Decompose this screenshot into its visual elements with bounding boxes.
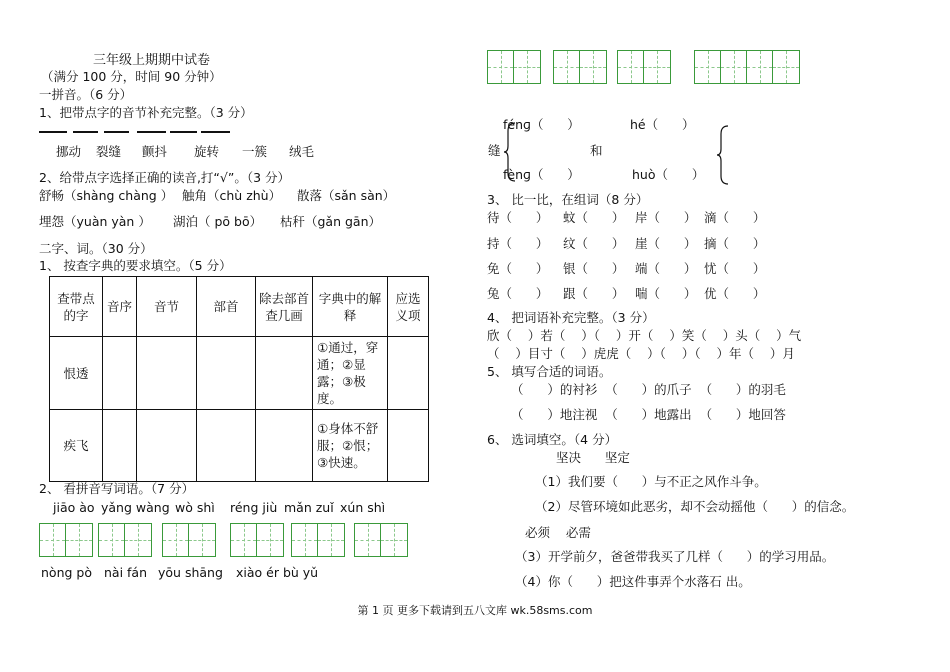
table-cell-blank[interactable] [388,410,429,482]
table-row [50,337,429,410]
pinyin-item: nài fán [104,565,148,580]
pinyin-item: nòng pò [41,565,92,580]
q4-title: 4、 把词语补充完整。（3 分） [487,310,655,325]
table-header: 除去部首查几画 [256,277,313,337]
left-brace-icon [716,124,730,186]
word-item: 颤抖 [142,144,168,159]
fill-sentence[interactable]: （4）你（ ）把这件事弄个水落石 出。 [515,574,751,589]
idiom-row[interactable]: 欣（ ）若（ ）（ ）开（ ）笑（ ）头（ ）气 [487,328,802,343]
answer-line[interactable] [73,131,98,133]
compare-item[interactable]: 持（ ） [487,236,549,251]
answer-line[interactable] [104,131,129,133]
table-cell-explanation: ①身体不舒服；②恨；③快速。 [313,410,388,482]
table-header: 查带点的字 [50,277,103,337]
compare-item[interactable]: 喘（ ） [635,286,697,301]
word-item: 一簇 [242,144,268,159]
table-cell-blank[interactable] [256,337,313,410]
table-header: 字典中的解释 [313,277,388,337]
writing-box[interactable] [291,523,345,557]
word-item: 裂缝 [96,144,122,159]
table-header: 应选义项 [388,277,429,337]
section2-q2-title: 2、 看拼音写词语。（7 分） [39,481,195,496]
compare-item[interactable]: 滴（ ） [704,210,766,225]
pinyin-item: mǎn zuǐ [284,500,334,515]
exam-subtitle: （满分 100 分，时间 90 分钟） [41,69,222,84]
table-cell-blank[interactable] [388,337,429,410]
table-cell-blank[interactable] [103,337,137,410]
compare-item[interactable]: 免（ ） [487,261,549,276]
writing-box[interactable] [487,50,541,84]
word-choice-pair: 坚决 坚定 [556,450,630,465]
page-footer: 第 1 页 更多下载请到五八文库 wk.58sms.com [357,604,593,617]
compare-item[interactable]: 摘（ ） [704,236,766,251]
fill-sentence[interactable]: （1）我们要（ ）与不正之风作斗争。 [535,474,767,489]
reading-choice[interactable]: 湖泊（ pō bō） [173,214,263,229]
word-item: 绒毛 [289,144,315,159]
table-cell-blank[interactable] [256,410,313,482]
table-cell-blank[interactable] [197,337,256,410]
compare-item[interactable]: 兔（ ） [487,286,549,301]
compare-item[interactable]: 端（ ） [635,261,697,276]
compare-item[interactable]: 岸（ ） [635,210,697,225]
table-cell-blank[interactable] [103,410,137,482]
answer-line[interactable] [201,131,230,133]
pinyin-item: xiào ér bù yǔ [236,565,319,580]
reading-choice[interactable]: 触角（chù zhù） [182,188,282,203]
pinyin-item: réng jiù [230,500,278,515]
exam-title: 三年级上期期中试卷 [93,53,211,68]
writing-box[interactable] [354,523,408,557]
writing-box[interactable] [694,50,800,84]
compare-item[interactable]: 崖（ ） [635,236,697,251]
fill-sentence[interactable]: （3）开学前夕，爸爸带我买了几样（ ）的学习用品。 [515,549,835,564]
word-choice-pair: 必须 必需 [525,525,591,540]
reading-choice[interactable]: 枯秆（gǎn gān） [280,214,382,229]
writing-box[interactable] [553,50,607,84]
reading-choice[interactable]: 舒畅（shàng chàng ） [39,188,174,203]
writing-box[interactable] [617,50,671,84]
polyphone-reading[interactable]: hé（ ） [630,117,695,132]
fill-word-row[interactable]: （ ）的衬衫 （ ）的爪子 （ ）的羽毛 [511,382,786,397]
section1-heading: 一拼音。（6 分） [39,87,133,102]
fill-sentence[interactable]: （2）尽管环境如此恶劣，却不会动摇他（ ）的信念。 [535,499,855,514]
section2-q1-title: 1、 按查字典的要求填空。（5 分） [39,258,232,273]
dictionary-table [49,276,429,482]
compare-item[interactable]: 跟（ ） [563,286,625,301]
table-row [50,410,429,482]
compare-item[interactable]: 蚊（ ） [563,210,625,225]
answer-line[interactable] [170,131,197,133]
compare-item[interactable]: 待（ ） [487,210,549,225]
pinyin-item: yōu shāng [158,565,223,580]
answer-line[interactable] [137,131,166,133]
polyphone-reading[interactable]: fénɡ（ ） [503,117,580,132]
table-cell-blank[interactable] [137,410,197,482]
answer-line[interactable] [39,131,67,133]
table-cell-blank[interactable] [197,410,256,482]
writing-box[interactable] [162,523,216,557]
reading-choice[interactable]: 散落（sǎn sàn） [297,188,396,203]
pinyin-item: wò shì [175,500,215,515]
pinyin-item: xún shì [340,500,386,515]
polyphone-reading[interactable]: fènɡ（ ） [503,167,580,182]
table-cell-char: 恨透 [50,337,103,410]
table-cell-explanation: ①通过，穿通；②显露；③极度。 [313,337,388,410]
word-item: 挪动 [56,144,82,159]
idiom-row[interactable]: （ ）目寸（ ）虎虎（ ）（ ）（ ）年（ ）月 [487,346,795,361]
compare-item[interactable]: 优（ ） [704,286,766,301]
section2-heading: 二字、词。（30 分） [39,241,153,256]
q5-title: 5、 填写合适的词语。 [487,364,612,379]
writing-box[interactable] [230,523,284,557]
polyphone-reading[interactable]: huò（ ） [632,167,705,182]
left-brace-icon [503,121,517,183]
section1-q2-title: 2、给带点字选择正确的读音,打“√”。（3 分） [39,170,291,185]
writing-box[interactable] [98,523,152,557]
polyphone-char: 和 [590,143,603,158]
q6-title: 6、 选词填空。（4 分） [487,432,618,447]
table-header: 音节 [137,277,197,337]
pinyin-item: yǎng wàng [101,500,170,515]
table-cell-blank[interactable] [137,337,197,410]
table-cell-char: 疾飞 [50,410,103,482]
q3-title: 3、 比一比，在组词（8 分） [487,192,649,207]
compare-item[interactable]: 银（ ） [563,261,625,276]
section1-q1-title: 1、把带点字的音节补充完整。（3 分） [39,105,253,120]
word-item: 旋转 [194,144,220,159]
compare-item[interactable]: 纹（ ） [563,236,625,251]
polyphone-char: 缝 [488,143,501,158]
writing-box[interactable] [39,523,93,557]
table-header: 音序 [103,277,137,337]
fill-word-row[interactable]: （ ）地注视 （ ）地露出 （ ）地回答 [511,407,786,422]
compare-item[interactable]: 忧（ ） [704,261,766,276]
reading-choice[interactable]: 埋怨（yuàn yàn ） [39,214,151,229]
table-header: 部首 [197,277,256,337]
pinyin-item: jiāo ào [53,500,95,515]
